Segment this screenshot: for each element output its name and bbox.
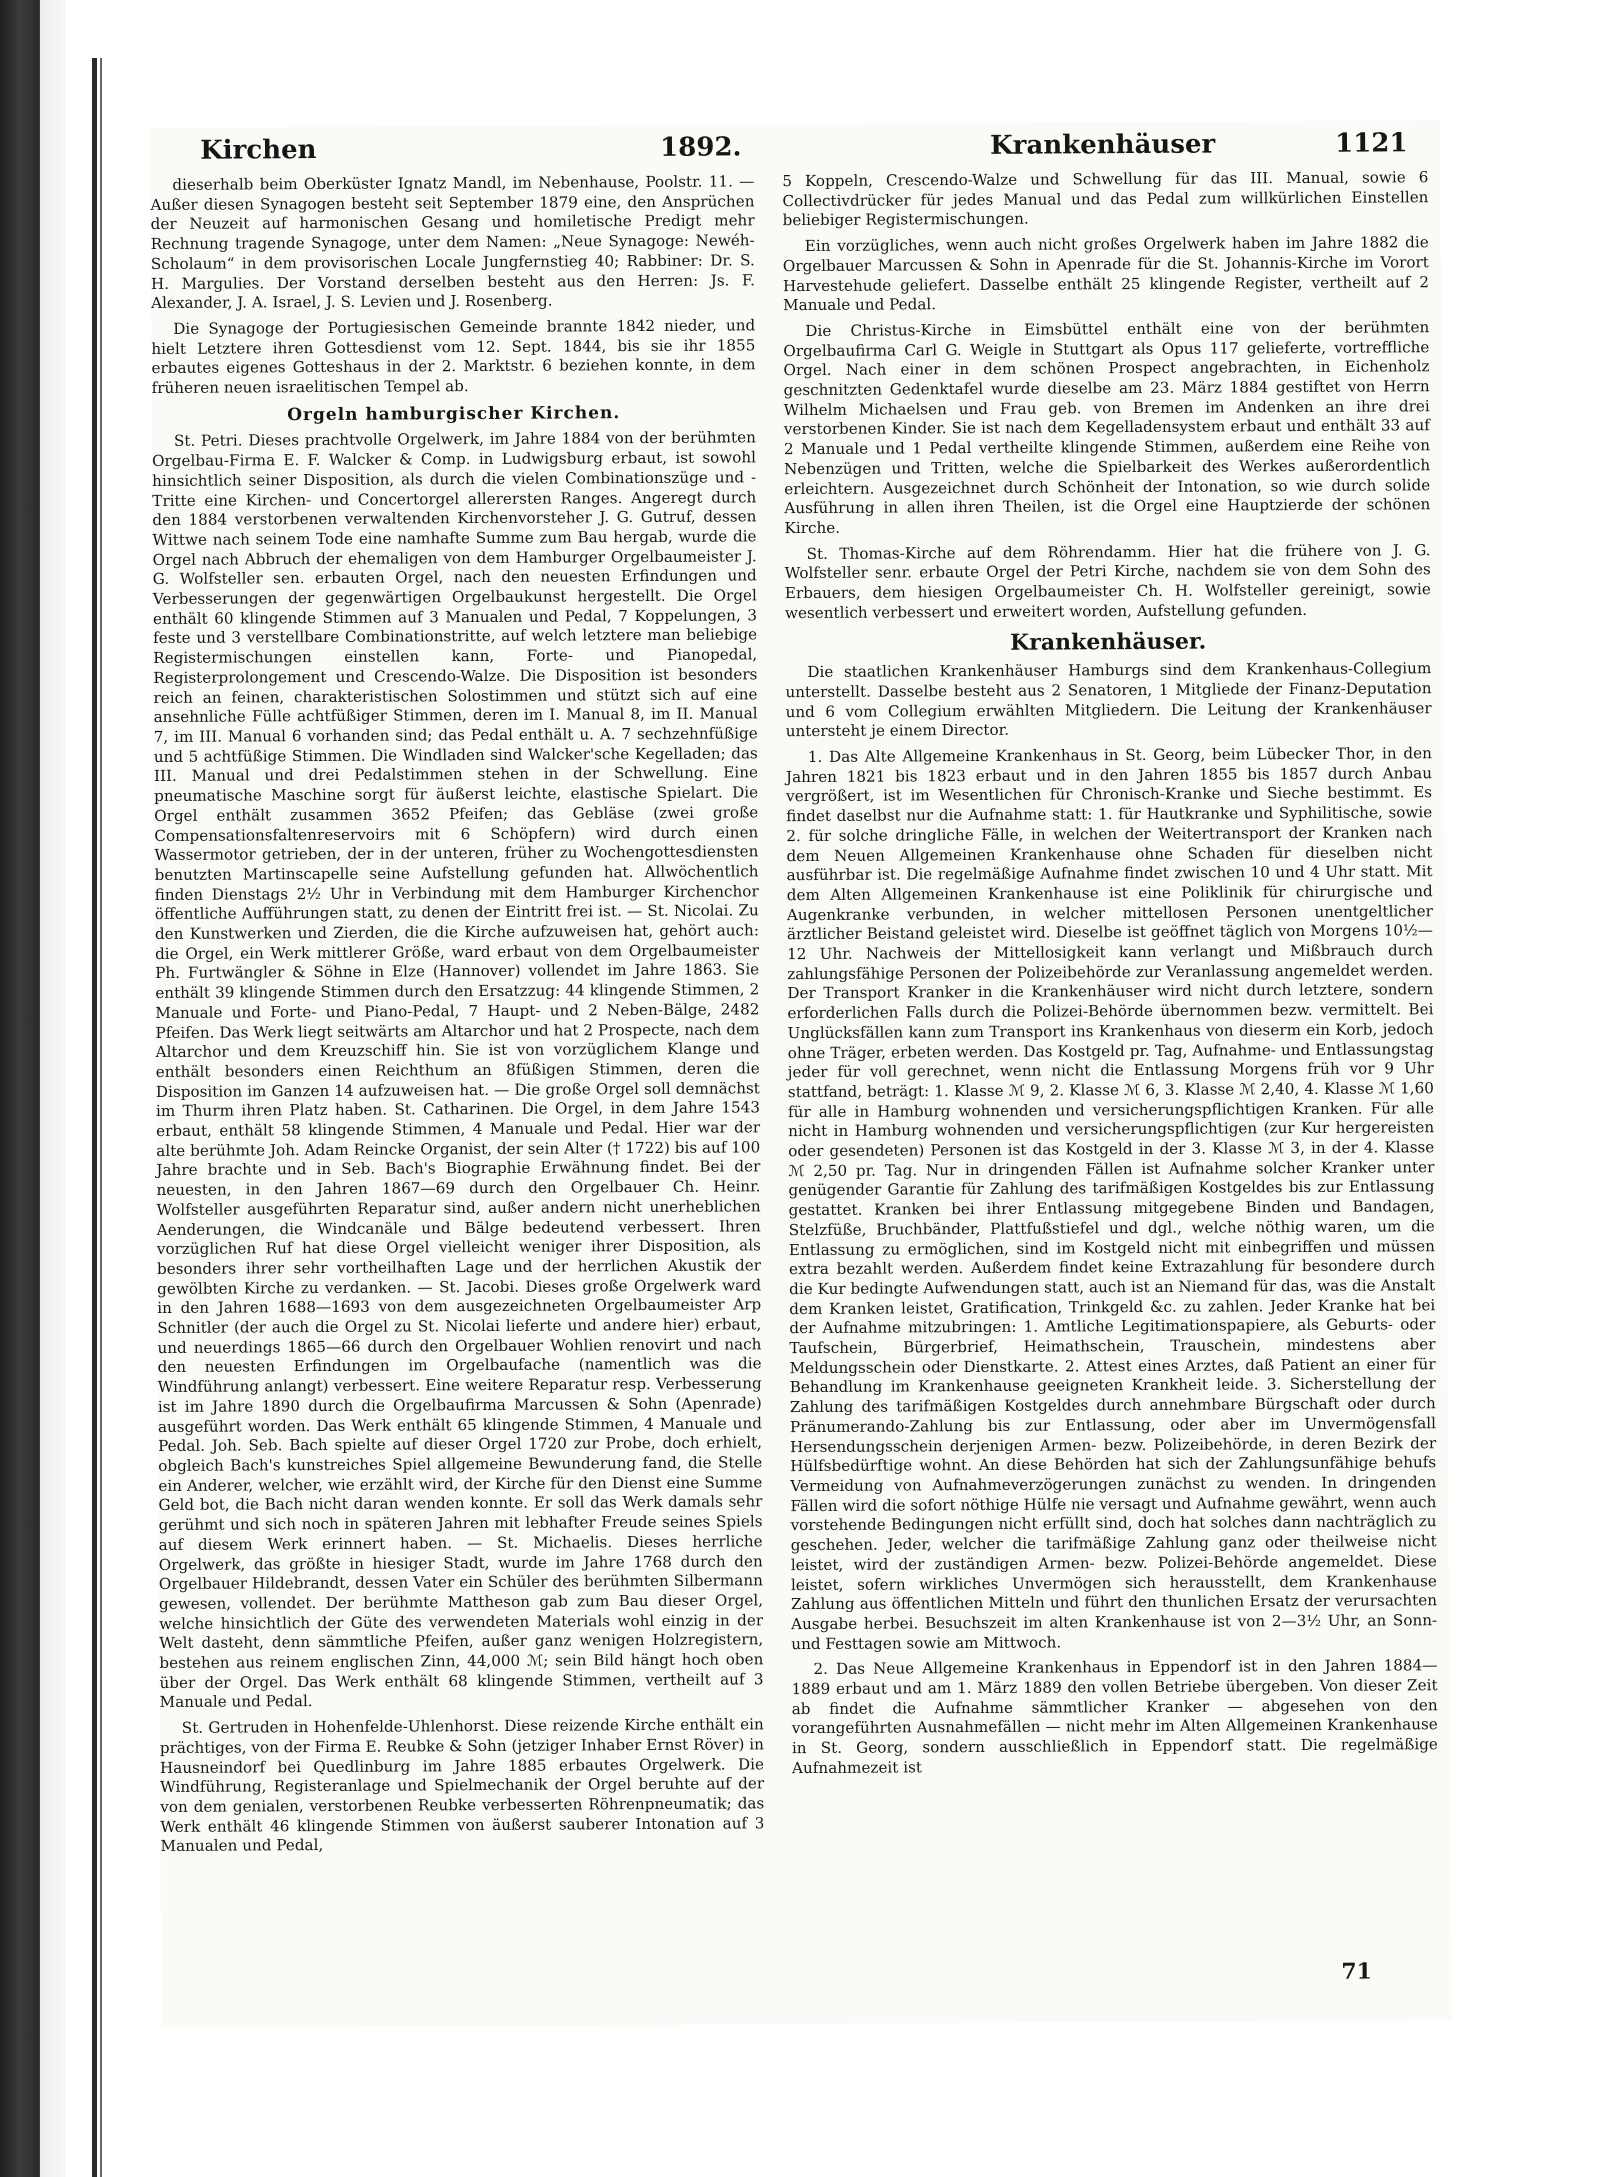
running-header [160,128,1434,174]
page-number: 1121 [1335,128,1408,159]
header-left: Kirchen [200,134,317,166]
header-right: Krankenhäuser [990,129,1216,161]
paragraph: 5 Koppeln, Crescendo-Walze und Schwellung für das III. Manual, sowie 6 Collectivdrücker für jedes Manual und das Pedal zum willkürlichen Einstellen beliebiger Registermischungen. [782,168,1429,230]
paragraph: dieserhalb beim Oberküster Ignatz Mandl, im Nebenhause, Poolstr. 11. — Außer diesen Synagogen besteht seit September 1879 eine, den Ansprüchen der Neuzeit auf harmonischen Gesang und homiletische Predigt mehr Rechnung tragende Synagoge, unter dem Namen: „Neue Synagoge: Newéh-Scholaum“ in dem provisorischen Locale Jungfernstieg 40; Rabbiner: Dr. S. H. Margulies. Der Vorstand derselben besteht aus den Herren: Js. F. Alexander, J. A. Israel, J. S. Levien und J. Rosenberg. [150,172,755,313]
section-heading: Krankenhäuser. [1010,629,1207,657]
scan-page-edge [92,58,97,2177]
document-page [150,120,1452,2028]
section-heading: Orgeln hamburgischer Kirchen. [287,402,621,425]
paragraph: St. Petri. Dieses prachtvolle Orgelwerk, im Jahre 1884 von der berühmten Orgelbau-Firma E. F. Walcker & Comp. in Ludwigsburg erbaut, ist sowohl hinsichtlich seiner Disposition, als durch die vielen Combinationszüge und -Tritte eine Kirchen- und Concertorgel allerersten Ranges. Angeregt durch den 1884 verstorbenen verwaltenden Kirchenvorsteher J. G. Gutruf, dessen Wittwe nach seinem Tode eine namhafte Summe zum Bau hergab, wurde die Orgel nach Abbruch der ehemaligen von dem Hamburger Orgelbaumeister J. G. Wolfsteller sen. erbauten Orgel, nach den neuesten Erfindungen und Verbesserungen der gegenwärtigen Orgelbaukunst hergestellt. Die Orgel enthält 60 klingende Stimmen auf 3 Manualen und Pedal, 7 Koppelungen, 3 feste und 3 verstellbare Combinationstritte, auf welch letztere man beliebige Registermischungen einstellen kann, Forte- und Pianopedal, Registerprolongement und Crescendo-Walze. Die Disposition ist besonders reich an feinen, charakteristischen Solostimmen und stützt sich auf eine ansehnliche Fülle achtfüßiger Stimmen, deren im I. Manual 8, im II. Manual 7, im III. Manual 6 vorhanden sind; das Pedal enthält u. A. 7 sechzehnfüßige und 5 achtfüßige Stimmen. Die Windladen sind Walcker'sche Kegelladen; das III. Manual und drei Pedalstimmen stehen in der Schwellung. Eine pneumatische Maschine sorgt für äußerst leichte, elastische Spielart. Die Orgel enthält zusammen 3652 Pfeifen; das Gebläse (zwei große Compensationsfaltenreservoirs mit 6 Schöpfern) wird durch einen Wassermotor getrieben, der in der unteren, früher zu Wochengottesdiensten benutzten Martinscapelle seine Aufstellung gefunden hat. Allwöchentlich finden Dienstags 2½ Uhr in Verbindung mit dem Hamburger Kirchenchor öffentliche Aufführungen statt, zu denen der Eintritt frei ist. — St. Nicolai. Zu den Kunstwerken und Zierden, die die Kirche aufzuweisen hat, gehört auch: die Orgel, ein Werk mittlerer Größe, ward erbaut von dem Orgelbaumeister Ph. Furtwängler & Söhne in Elze (Hannover) vollendet im Jahre 1863. Sie enthält 39 klingende Stimmen durch den Ersatzzug: 44 klingende Stimmen, 2 Manuale und Forte- und Piano-Pedal, 7 Haupt- und 2 Neben-Bälge, 2482 Pfeifen. Das Werk liegt seitwärts am Altarchor und hat 2 Prospecte, nach dem Altarchor und dem Kreuzschiff hin. Sie ist von vorzüglichem Klange und enthält besonders einen Reichthum an 8füßigen Stimmen, deren die Disposition im Ganzen 14 aufzuweisen hat. — Die große Orgel soll demnächst im Thurm ihren Platz haben. St. Catharinen. Die Orgel, in dem Jahre 1543 erbaut, enthält 58 klingende Stimmen, 4 Manuale und Pedal. Hier war der alte berühmte Joh. Adam Reincke Organist, der sein Alter († 1722) bis auf 100 Jahre brachte und in Seb. Bach's Biographie Erwähnung findet. Bei der neuesten, in den Jahren 1867—69 durch den Orgelbauer Ch. Heinr. Wolfsteller ausgeführten Reparatur sind, außer andern nicht unerheblichen Aenderungen, die Windcanäle und Bälge bedeutend verbessert. Ihren vorzüglichen Ruf hat diese Orgel vielleicht weniger ihrer Disposition, als besonders ihrer sehr vortheilhaften Lage und der herrlichen Akustik der gewölbten Kirche zu verdanken. — St. Jacobi. Dieses große Orgelwerk ward in den Jahren 1688—1693 von dem ausgezeichneten Orgelbaumeister Arp Schnitler (der auch die Orgel zu St. Nicolai lieferte und andere hier) erbaut, und neuerdings 1865—66 durch den Orgelbauer Wohlien renovirt und nach den neuesten Erfindungen im Orgelbaufache (namentlich was die Windführung anlangt) verbessert. Eine weitere Reparatur resp. Verbesserung ist im Jahre 1890 durch die Orgelbaufirma Marcussen & Sohn (Apenrade) ausgeführt worden. Das Werk enthält 65 klingende Stimmen, 4 Manuale und Pedal. Joh. Seb. Bach spielte auf dieser Orgel 1720 zur Probe, doch erhielt, obgleich Bach's kunstreiches Spiel allgemeine Bewunderung fand, die Stelle ein Anderer, welcher, wie erzählt wird, der Kirche für den Dienst eine Summe Geld bot, die Bach nicht daran wenden konnte. Er soll das Werk damals sehr gerühmt und sich noch in späteren Jahren mit lebhafter Freude seines Spiels auf diesem Werk erinnert haben. — St. Michaelis. Dieses herrliche Orgelwerk, das größte in hiesiger Stadt, wurde im Jahre 1768 durch den Orgelbauer Hildebrandt, dessen Vater ein Schüler des berühmten Silbermann gewesen, vollendet. Der berühmte Mattheson gab zum Bau dieser Orgel, welche hinsichtlich der Güte des verwendeten Materials wohl einzig in der Welt dasteht, denn sämmtliche Pfeifen, außer ganz wenigen Holzregistern, bestehen aus reinem englischen Zinn, 44,000 ℳ; sein Bild hängt hoch oben über der Orgel. Das Werk enthält 68 klingende Stimmen, vertheilt auf 3 Manuale und Pedal. [151,428,764,1712]
scan-page-edge-inner [100,58,102,2177]
paragraph: 1. Das Alte Allgemeine Krankenhaus in St. Georg, beim Lübecker Thor, in den Jahren 1821 bis 1823 erbaut und in den Jahren 1855 bis 1857 durch Anbau vergrößert, ist im Wesentlichen für Chronisch-Kranke und Sieche bestimmt. Es findet daselbst nur die Aufnahme statt: 1. für Hautkranke und Syphilitische, sowie 2. für solche dringliche Fälle, in welchen der Weitertransport der Kranken nach dem Neuen Allgemeinen Krankenhause ohne Schaden für dieselben nicht ausführbar ist. Die regelmäßige Aufnahme findet zwischen 10 und 4 Uhr statt. Mit dem Alten Allgemeinen Krankenhause ist eine Poliklinik für chirurgische und Augenkranke verbunden, in welcher mittellosen Personen unentgeltlicher ärztlicher Beistand geleistet wird. Dieselbe ist geöffnet täglich von Morgens 10½—12 Uhr. Nachweis der Mittellosigkeit kann verlangt und Mißbrauch durch zahlungsfähige Personen der Polizeibehörde zur Veranlassung angemeldet werden. Der Transport Kranker in die Krankenhäuser wird nicht durch letztere, sondern erforderlichen Falls durch die Polizei-Behörde übernommen bezw. vermittelt. Bei Unglücksfällen kann zum Transport ins Krankenhaus von dieserm ein Korb, jedoch ohne Träger, erbeten werden. Das Kostgeld pr. Tag, Aufnahme- und Entlassungstag jeder für voll gerechnet, wenn nicht die Entlassung Morgens früh vor 9 Uhr stattfand, beträgt: 1. Klasse ℳ 9, 2. Klasse ℳ 6, 3. Klasse ℳ 2,40, 4. Klasse ℳ 1,60 für alle in Hamburg wohnenden und versicherungspflichtigen Kranken. Für alle nicht in Hamburg wohnenden und versicherungspflichtigen (zur Kur hergereisten oder gesendeten) Personen ist das Kostgeld in der 3. Klasse ℳ 3, in der 4. Klasse ℳ 2,50 pr. Tag. Nur in dringenden Fällen ist Aufnahme solcher Kranker unter genügender Garantie für Zahlung des tarifmäßigen Kostgeldes bis zur Entlassung gestattet. Kranken bei ihrer Entlassung mitgegebene Binden und Bandagen, Stelzfüße, Bruchbänder, Plattfußstiefel und dgl., welche nöthig waren, um die Entlassung zu ermöglichen, sind im Kostgeld nicht mit einbegriffen und müssen extra bezahlt werden. Außerdem findet keine Extrazahlung für besondere durch die Kur bedingte Aufwendungen statt, auch ist an Niemand für das, was die Anstalt dem Kranken leistet, Gratification, Trinkgeld &c. zu zahlen. Jeder Kranke hat bei der Aufnahme mitzubringen: 1. Amtliche Legitimationspapiere, als Geburts- oder Taufschein, Bürgerbrief, Heimathschein, Trauschein, mindestens aber Meldungsschein oder Dienstkarte. 2. Attest eines Arztes, daß Patient an einer für Behandlung im Krankenhause geeigneten Krankheit leide. 3. Sicherstellung der Zahlung des tarifmäßigen Kostgeldes durch annehmbare Bürgschaft oder durch Pränumerando-Zahlung bis zur Entlassung, oder aber im Unvermögensfall Hersendungsschein derjenigen Armen- bezw. Polizeibehörde, in deren Bezirk der Hülfsbedürftige wohnt. An diese Behörden hat sich der Zahlungsunfähige behufs Vermeidung von Aufnahmeverzögerungen zunächst zu wenden. In dringenden Fällen wird die sofort nöthige Hülfe nie versagt und Aufnahme gewährt, wenn auch vorstehende Bedingungen nicht erfüllt sind, doch hat solches dann nachträglich zu geschehen. Jeder, welcher die tarifmäßige Zahlung ganz oder theilweise nicht leistet, wird der zuständigen Armen- bezw. Polizei-Behörde angemeldet. Diese leistet, sofern wirkliches Unvermögen sich herausstellt, dem Krankenhause Zahlung aus öffentlichen Mitteln und führt den thunlichen Ersatz der verursachten Ausgabe herbei. Besuchszeit im alten Krankenhause ist von 2—3½ Uhr, an Sonn- und Festtagen sowie am Mittwoch. [785,744,1438,1653]
paragraph: Die Christus-Kirche in Eimsbüttel enthält eine von der berühmten Orgelbaufirma Carl G. Weigle in Stuttgart als Opus 117 gelieferte, vortreffliche Orgel. Nach einer in dem schönen Prospect angebrachten, in Eichenholz geschnitzten Gedenktafel wurde dieselbe am 23. März 1884 gestiftet von Herrn Wilhelm Michaelsen und Frau geb. von Bremen im Andenken an ihre drei verstorbenen Kinder. Sie ist nach dem Kegelladensystem erbaut und enthält 33 auf 2 Manuale und 1 Pedal vertheilte klingende Stimmen, außerdem eine Reihe von Nebenzügen und Tritten, welche die Spielbarkeit des Werkes außerordentlich erleichtern. Ausgezeichnet durch Schönheit der Intonation, so wie durch solide Ausführung in allen ihren Theilen, ist die Orgel eine Hauptzierde der schönen Kirche. [783,318,1431,538]
right-column [782,168,1438,1784]
signature-mark: 71 [1341,1958,1372,1985]
paragraph: St. Gertruden in Hohenfelde-Uhlenhorst. Diese reizende Kirche enthält ein prächtiges, von der Firma E. Reubke & Sohn (jetziger Inhaber Ernst Röver) in Hausneindorf bei Quedlinburg im Jahre 1885 erbautes Orgelwerk. Die Windführung, Registeranlage und Spielmechanik der Orgel beruhte auf der von dem genialen, verstorbenen Reubke verbesserten Röhrenpneumatik; das Werk enthält 46 klingende Stimmen von äußerst sauberer Intonation auf 3 Manualen und Pedal, [159,1715,765,1856]
header-year: 1892. [660,132,742,163]
paragraph: Ein vorzügliches, wenn auch nicht großes Orgelwerk haben im Jahre 1882 die Orgelbauer Marcussen & Sohn in Apenrade für die St. Johannis-Kirche im Vorort Harvestehude geliefert. Dasselbe enthält 25 klingende Register, vertheilt auf 2 Manuale und Pedal. [782,233,1430,315]
paragraph: St. Thomas-Kirche auf dem Röhrendamm. Hier hat die frühere von J. G. Wolfsteller senr. erbaute Orgel der Petri Kirche, nachdem sie von dem Sohn des Erbauers, dem hiesigen Orgelbaumeister Ch. H. Wolfsteller gereinigt, sowie wesentlich verbessert und erweitert worden, Aufstellung gefunden. [784,540,1431,622]
paragraph: Die staatlichen Krankenhäuser Hamburgs sind dem Krankenhaus-Collegium unterstellt. Dasselbe besteht aus 2 Senatoren, 1 Mitgliede der Finanz-Deputation und 6 vom Collegium erwählten Mitgliedern. Die Leitung der Krankenhäuser untersteht je einem Director. [785,659,1432,741]
paragraph: Die Synagoge der Portugiesischen Gemeinde brannte 1842 nieder, und hielt Letztere ihren Gottesdienst vom 12. Sept. 1844, bis sie ihr 1855 erbautes eigenes Gotteshaus in der 2. Marktstr. 6 beziehen konnte, in dem früheren neuen israelitischen Tempel ab. [151,316,756,398]
left-column [150,172,764,1863]
paragraph: 2. Das Neue Allgemeine Krankenhaus in Eppendorf ist in den Jahren 1884—1889 erbaut und am 1. März 1889 den vollen Betriebe übergeben. Von dieser Zeit ab findet die Aufnahme sämmtlicher Kranker — abgesehen von den vorangeführten Ausnahmefällen — nicht mehr im Alten Allgemeinen Krankenhause in St. Georg, sondern ausschließlich in Eppendorf statt. Die regelmäßige Aufnahmezeit ist [791,1656,1438,1777]
scan-binding-edge [0,0,66,2177]
